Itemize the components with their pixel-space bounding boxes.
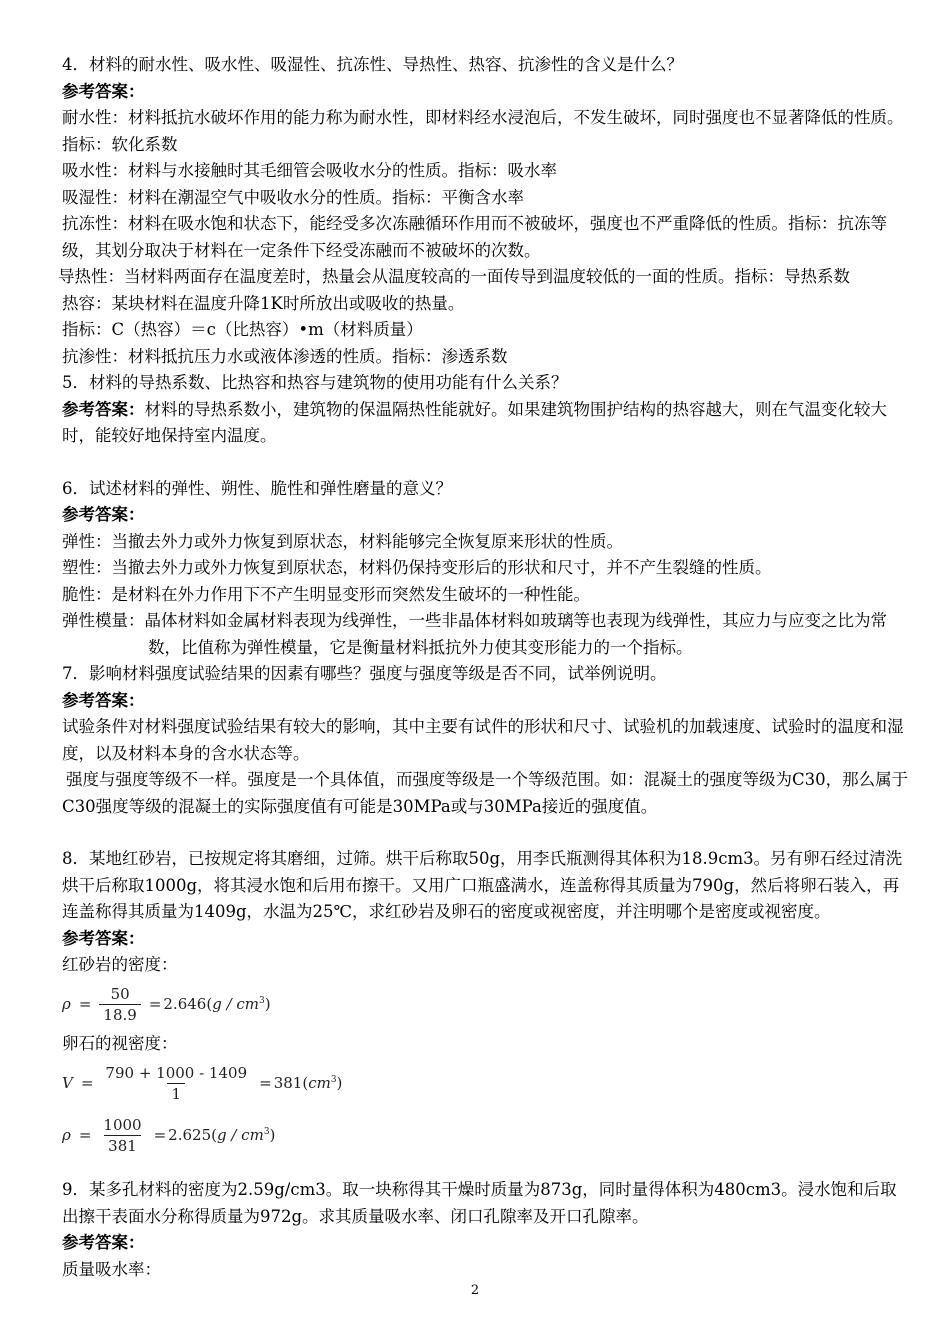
fraction-numerator: 50 <box>110 985 130 1003</box>
answer-line: 脆性：是材料在外力作用下不产生明显变形而突然发生破坏的一种性能。 <box>62 584 590 604</box>
answer-line: 吸水性：材料与水接触时其毛细管会吸收水分的性质。指标：吸水率 <box>62 161 557 180</box>
mass-absorption-label: 质量吸水率： <box>62 1259 161 1279</box>
formula-variable: V <box>62 1073 73 1092</box>
fraction-numerator: 790 + 1000 - 1409 <box>105 1063 248 1082</box>
answer-label: 参考答案： <box>62 399 145 419</box>
answer-label: 参考答案： <box>62 690 145 710</box>
fraction-denominator: 18.9 <box>99 1004 140 1025</box>
question-4-title: 4．材料的耐水性、吸水性、吸湿性、抗冻性、导热性、热容、抗渗性的含义是什么？ <box>62 55 683 74</box>
answer-line: 吸湿性：材料在潮湿空气中吸收水分的性质。指标：平衡含水率 <box>62 187 524 207</box>
answer-line: 导热性：当材料两面存在温度差时，热量会从温度较高的一面传导到温度较低的一面的性质。指标：导热系数 <box>58 267 850 286</box>
formula-result: 2.646 <box>163 995 207 1014</box>
formula-sandstone-density: ρ = $\frac{50}{18.9}$ = 2.646 $(g / cm^3)$ <box>62 985 271 1024</box>
blank-line <box>62 820 912 846</box>
answer-paragraph: 强度与强度等级不一样。强度是一个具体值，而强度等级是一个等级范围。如：混凝土的强度等级为C30，那么属于C30强度等级的混凝土的实际强度值有可能是30MPa或与30MPa接近的强度值。 <box>62 770 909 816</box>
answer-line: 塑性：当撤去外力或外力恢复到原状态，材料仍保持变形后的形状和尺寸，并不产生裂缝的性质。 <box>62 558 772 577</box>
formula-unit: $(g / cm^3)$ <box>211 1125 276 1144</box>
formula-unit: $(g / cm^3)$ <box>206 995 271 1014</box>
question-6-title: 6．试述材料的弹性、朔性、脆性和弹性磨量的意义？ <box>62 478 452 498</box>
formula-pebble-density: ρ = $\frac{1000}{381}$ = 2.625 $(g / cm^3)$ <box>62 1115 276 1155</box>
formula-result: 381 <box>273 1073 303 1092</box>
density-label: 红砂岩的密度： <box>62 955 178 974</box>
formula-pebble-volume: V = $\frac{790 + 1000 - 1409}{1}$ = 381 $(cm^3)$ <box>62 1063 343 1103</box>
answer-line: 抗冻性：材料在吸水饱和状态下，能经受多次冻融循环作用而不被破坏，强度也不严重降低的性质。指标：抗冻等级，其划分取决于材料在一定条件下经受冻融而不被破坏的次数。 <box>62 214 887 260</box>
answer-label: 参考答案： <box>62 81 145 101</box>
fraction-denominator: 381 <box>104 1135 141 1156</box>
question-7-title: 7．影响材料强度试验结果的因素有哪些？强度与强度等级是否不同，试举例说明。 <box>62 664 667 683</box>
answer-label: 参考答案： <box>62 505 145 524</box>
answer-text: 材料的导热系数小，建筑物的保温隔热性能就好。如果建筑物围护结构的热容越大，则在气温变化较大时，能较好地保持室内温度。 <box>62 399 887 445</box>
question-9-title: 9．某多孔材料的密度为2.59g/cm3。取一块称得其干燥时质量为873g，同时量得体积为480cm3。浸水饱和后取出擦干表面水分称得质量为972g。求其质量吸水率、闭口孔隙率及开口孔隙率。 <box>62 1180 897 1226</box>
document-page <box>58 52 912 1283</box>
fraction <box>101 1063 251 1104</box>
formula-unit: $(cm^3)$ <box>302 1073 343 1092</box>
answer-paragraph: 试验条件对材料强度试验结果有较大的影响，其中主要有试件的形状和尺寸、试验机的加载速度、试验时的温度和湿度，以及材料本身的含水状态等。 <box>62 717 904 763</box>
question-8-title: 8．某地红砂岩，已按规定将其磨细，过筛。烘干后称取50g，用李氏瓶测得其体积为18.9cm3。另有卵石经过清洗烘干后称取1000g，将其浸水饱和后用布擦干。又用广口瓶盛满水，连盖称得其质量为790g，然后将卵石装入，再连盖称得其质量为1409g，水温为25℃，求红砂岩及卵石的密度或视密度，并注明哪个是密度或视密度。 <box>62 849 903 921</box>
answer-paragraph <box>62 397 912 450</box>
answer-label: 参考答案： <box>62 928 145 948</box>
answer-line: 抗渗性：材料抵抗压力水或液体渗透的性质。指标：渗透系数 <box>62 346 508 366</box>
fraction-denominator: 1 <box>167 1083 185 1104</box>
blank-line <box>62 1161 912 1177</box>
fraction <box>99 984 140 1025</box>
blank-line <box>62 450 912 476</box>
page-number: 2 <box>470 1283 480 1298</box>
fraction-numerator: 1000 <box>103 1115 142 1134</box>
answer-line: 热容：某块材料在温度升降1K时所放出或吸收的热量。 <box>62 293 465 313</box>
apparent-density-label: 卵石的视密度： <box>62 1033 178 1053</box>
answer-line: 弹性模量：晶体材料如金属材料表现为线弹性，一些非晶体材料如玻璃等也表现为线弹性，其应力与应变之比为常数，比值称为弹性模量，它是衡量材料抵抗外力使其变形能力的一个指标。 <box>62 611 887 657</box>
answer-line: 耐水性：材料抵抗水破坏作用的能力称为耐水性，即材料经水浸泡后，不发生破坏，同时强度也不显著降低的性质。指标：软化系数 <box>62 108 904 154</box>
answer-line: 弹性：当撤去外力或外力恢复到原状态，材料能够完全恢复原来形状的性质。 <box>62 531 623 551</box>
question-5-title: 5．材料的导热系数、比热容和热容与建筑物的使用功能有什么关系？ <box>62 373 568 392</box>
formula-result: 2.625 <box>168 1125 212 1144</box>
answer-line: 指标：C（热容）＝c（比热容）•m（材料质量） <box>62 320 423 339</box>
answer-label: 参考答案： <box>62 1233 145 1252</box>
fraction <box>99 1115 145 1156</box>
formula-variable: ρ <box>62 1125 71 1144</box>
formula-variable: ρ <box>62 995 71 1014</box>
